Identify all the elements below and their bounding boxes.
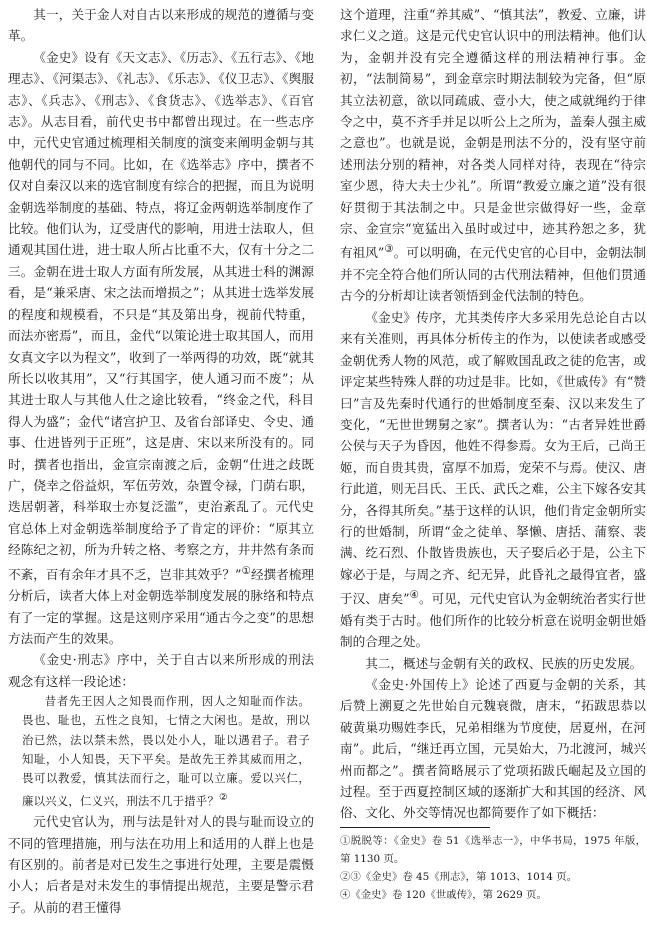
paragraph-text: 。可见，元代史官认为金朝统治者实行世婚有类于古时。他们所作的比较分析意在说明金朝世婚制的合理之处。 (340, 591, 646, 650)
paragraph-xingzhi-intro: 《金史·刑志》序中，关于自古以来所形成的刑法观念有这样一段论述： (8, 652, 314, 689)
paragraph-text: 这个道理，注重“养其威”、“慎其法”，教爱、立廉，讲求仁义之道。这是元代史官认识中的刑法精神。他们认为，金朝并没有完全遵循这样的刑法精神行事。金初，“法制简易”，到金章宗时期法制较为完备，但“原其立法初意，欲以同疏戚、壹小大，使之咸就绳约于律令之中，莫不齐手并足以听公上之所为，盖秦人强主威之意也”。也就是说，金朝是刑法不分的，没有坚守前述刑法分别的精神，对各类人同样对待，表现在“待宗室少恩，待大夫士少礼”。所谓“教爱立廉之道”没有很好贯彻于其法制之中。只是金世宗做得好一些，金章宗、金宣宗“宽猛出入虽时或过中，迹其矜恕之多，犹有祖风” (340, 7, 646, 261)
footnote-4: ④《金史》卷 120《世戚传》，第 2629 页。 (340, 888, 547, 901)
footnote-marker: ① (241, 564, 251, 577)
paragraph-text: 经撰者梳理分析后，读者大体上对金朝选举制度发展的脉络和特点有了一定的掌握。这是这则序采用“通古今之变”的思想方法而产生的效果。 (8, 566, 314, 646)
paragraph-text: 《金史》传序，尤其类传序大多采用先总论自古以来有关准则，再具体分析传主的作为，以使读者或感受金朝优秀人物的风范，或了解败国乱政之徒的危害，或评定某些特殊人群的功过是非。比如，《世戚传》有“赞曰”言及先秦时代通行的世婚制度至秦、汉以来发生了变化，“无世世甥舅之家”。撰者认为：“古者异姓世爵公侯与天子为昏因，他姓不得参焉。女为王后，己尚王姬，而自贵其贵，富厚不加焉，宠荣不与焉。使汉、唐行此道，则无吕氏、王氏、武氏之难，公主下嫁各安其分，各得其所矣。”基于这样的认识，他们肯定金朝所实行的世婚制，所谓“金之徒单、拏懒、唐括、蒲察、裴满、纥石烈、仆散皆贵族也，天子娶后必于是，公主下嫁必于是，与周之齐、纪无异，此昏礼之最得宜者，盛于汉、唐矣” (340, 309, 646, 607)
left-column (8, 4, 314, 918)
footnote-2-3: ②③《金史》卷 45《刑志》，第 1013、1014 页。 (340, 870, 578, 883)
quote-text: 昔者先王因人之知畏而作刑，因人之知耻而作法。畏也、耻也，五性之良知，七情之大闲也。是故，刑以治已然，法以禁未然，畏以处小人，耻以遇君子。君子知耻，小人知畏，天下平矣。是故先王养其威而用之，畏可以教爱，慎其法而行之，耻可以立廉。爱以兴仁，廉以兴义，仁义兴，刑法不几于措乎？ (22, 694, 310, 808)
right-column (340, 4, 646, 904)
paragraph-xixia: 《金史·外国传上》论述了西夏与金朝的关系，其后赞上溯夏之先世始自元魏衰微，唐末，“拓跋思恭以破黄巢功赐姓李氏，兄弟相继为节度使，居夏州，在河南”。此后，“继迁再立国，元昊始大，乃北渡河，城兴州而都之”。撰者简略展示了党项拓跋氏崛起及立国的过程。至于西夏控制区域的逐渐扩大和其国的经济、风俗、文化、外交等情况也都简要作了如下概括： (340, 676, 646, 821)
section-one-heading: 其一，关于金人对自古以来形成的规范的遵循与变革。 (8, 7, 314, 44)
paragraph-jinshi-zhi (8, 47, 314, 650)
footnote-divider (340, 827, 490, 828)
paragraph-text: 。可以明确，在元代史官的心目中，金朝法制并不完全符合他们所认同的古代刑法精神，但他们贯通古今的分析却让读者领悟到金代法制的特色。 (340, 245, 646, 304)
block-quote (22, 692, 310, 811)
footnote-1: ①脱脱等：《金史》卷 51《选举志一》，中华书局，1975 年版，第 1130 页。 (340, 834, 646, 865)
paragraph-zhuanxu (340, 307, 646, 653)
paragraph-text: 《金史》设有《天文志》、《历志》、《五行志》、《地理志》、《河渠志》、《礼志》、《乐志》、《仪卫志》、《舆服志》、《兵志》、《刑志》、《食货志》、《选举志》、《百官志》。从志目看，前代史书中都曾出现过。在一些志序中，元代史官通过梳理相关制度的演变来阐明金朝与其他朝代的同与不同。比如，在《选举志》序中，撰者不仅对自秦汉以来的选官制度有综合的把握，而且为说明金朝选举制度的基础、特点，将辽金两朝选举制度作了比较。他们认为，辽受唐代的影响，用进士法取人，但通观其国仕进，进士取人所占比重不大，仅有十分之二三。金朝在进士取人方面有所发展，从其进士科的渊源看，是“兼采唐、宋之法而增损之”；从其进士选举发展的程度和规模看，不只是“其及第出身，视前代特重，而法亦密焉”，而且，金代“以策论进士取其国人，而用女真文字以为程文”，收到了一举两得的功效，既“就其所长以收其用”，又“行其国字，使人通习而不废”；从其进士取人与其他人仕之途比较看，“终金之代，科目得人为盛”；金代“诸宫护卫、及省台部译史、令史、通事、仕进皆列于正班”，这是唐、宋以来所没有的。同时，撰者也指出，金宣宗南渡之后，金朝“仕进之歧既广，侥幸之俗益炽，军伍劳效，杂置令禄，门荫右职，迭居朝著，科举取士亦复泛滥”，吏治紊乱了。元代史官总体上对金朝选举制度给予了肯定的评价：“原其立经陈纪之初，所为升转之格、考察之方，井井然有条而不紊，百有余年才具不乏，岂非其效乎？” (8, 49, 314, 582)
section-two-heading: 其二，概述与金朝有关的政权、民族的历史发展。 (365, 655, 643, 671)
footnote-marker: ② (219, 792, 228, 804)
footnote-marker: ③ (384, 243, 394, 256)
paragraph-xingfa-analysis: 元代史官认为，刑与法是针对人的畏与耻而设立的不同的管理措施，刑与法在功用上和适用的人群上也是有区别的。前者是对已发生之事进行处理，主要是震慑小人；后者是对未发生的事情提出规范，主要是警示君子。从前的君王懂得 (8, 814, 314, 915)
paragraph-continued (340, 4, 646, 307)
footnote-marker: ④ (409, 589, 419, 602)
